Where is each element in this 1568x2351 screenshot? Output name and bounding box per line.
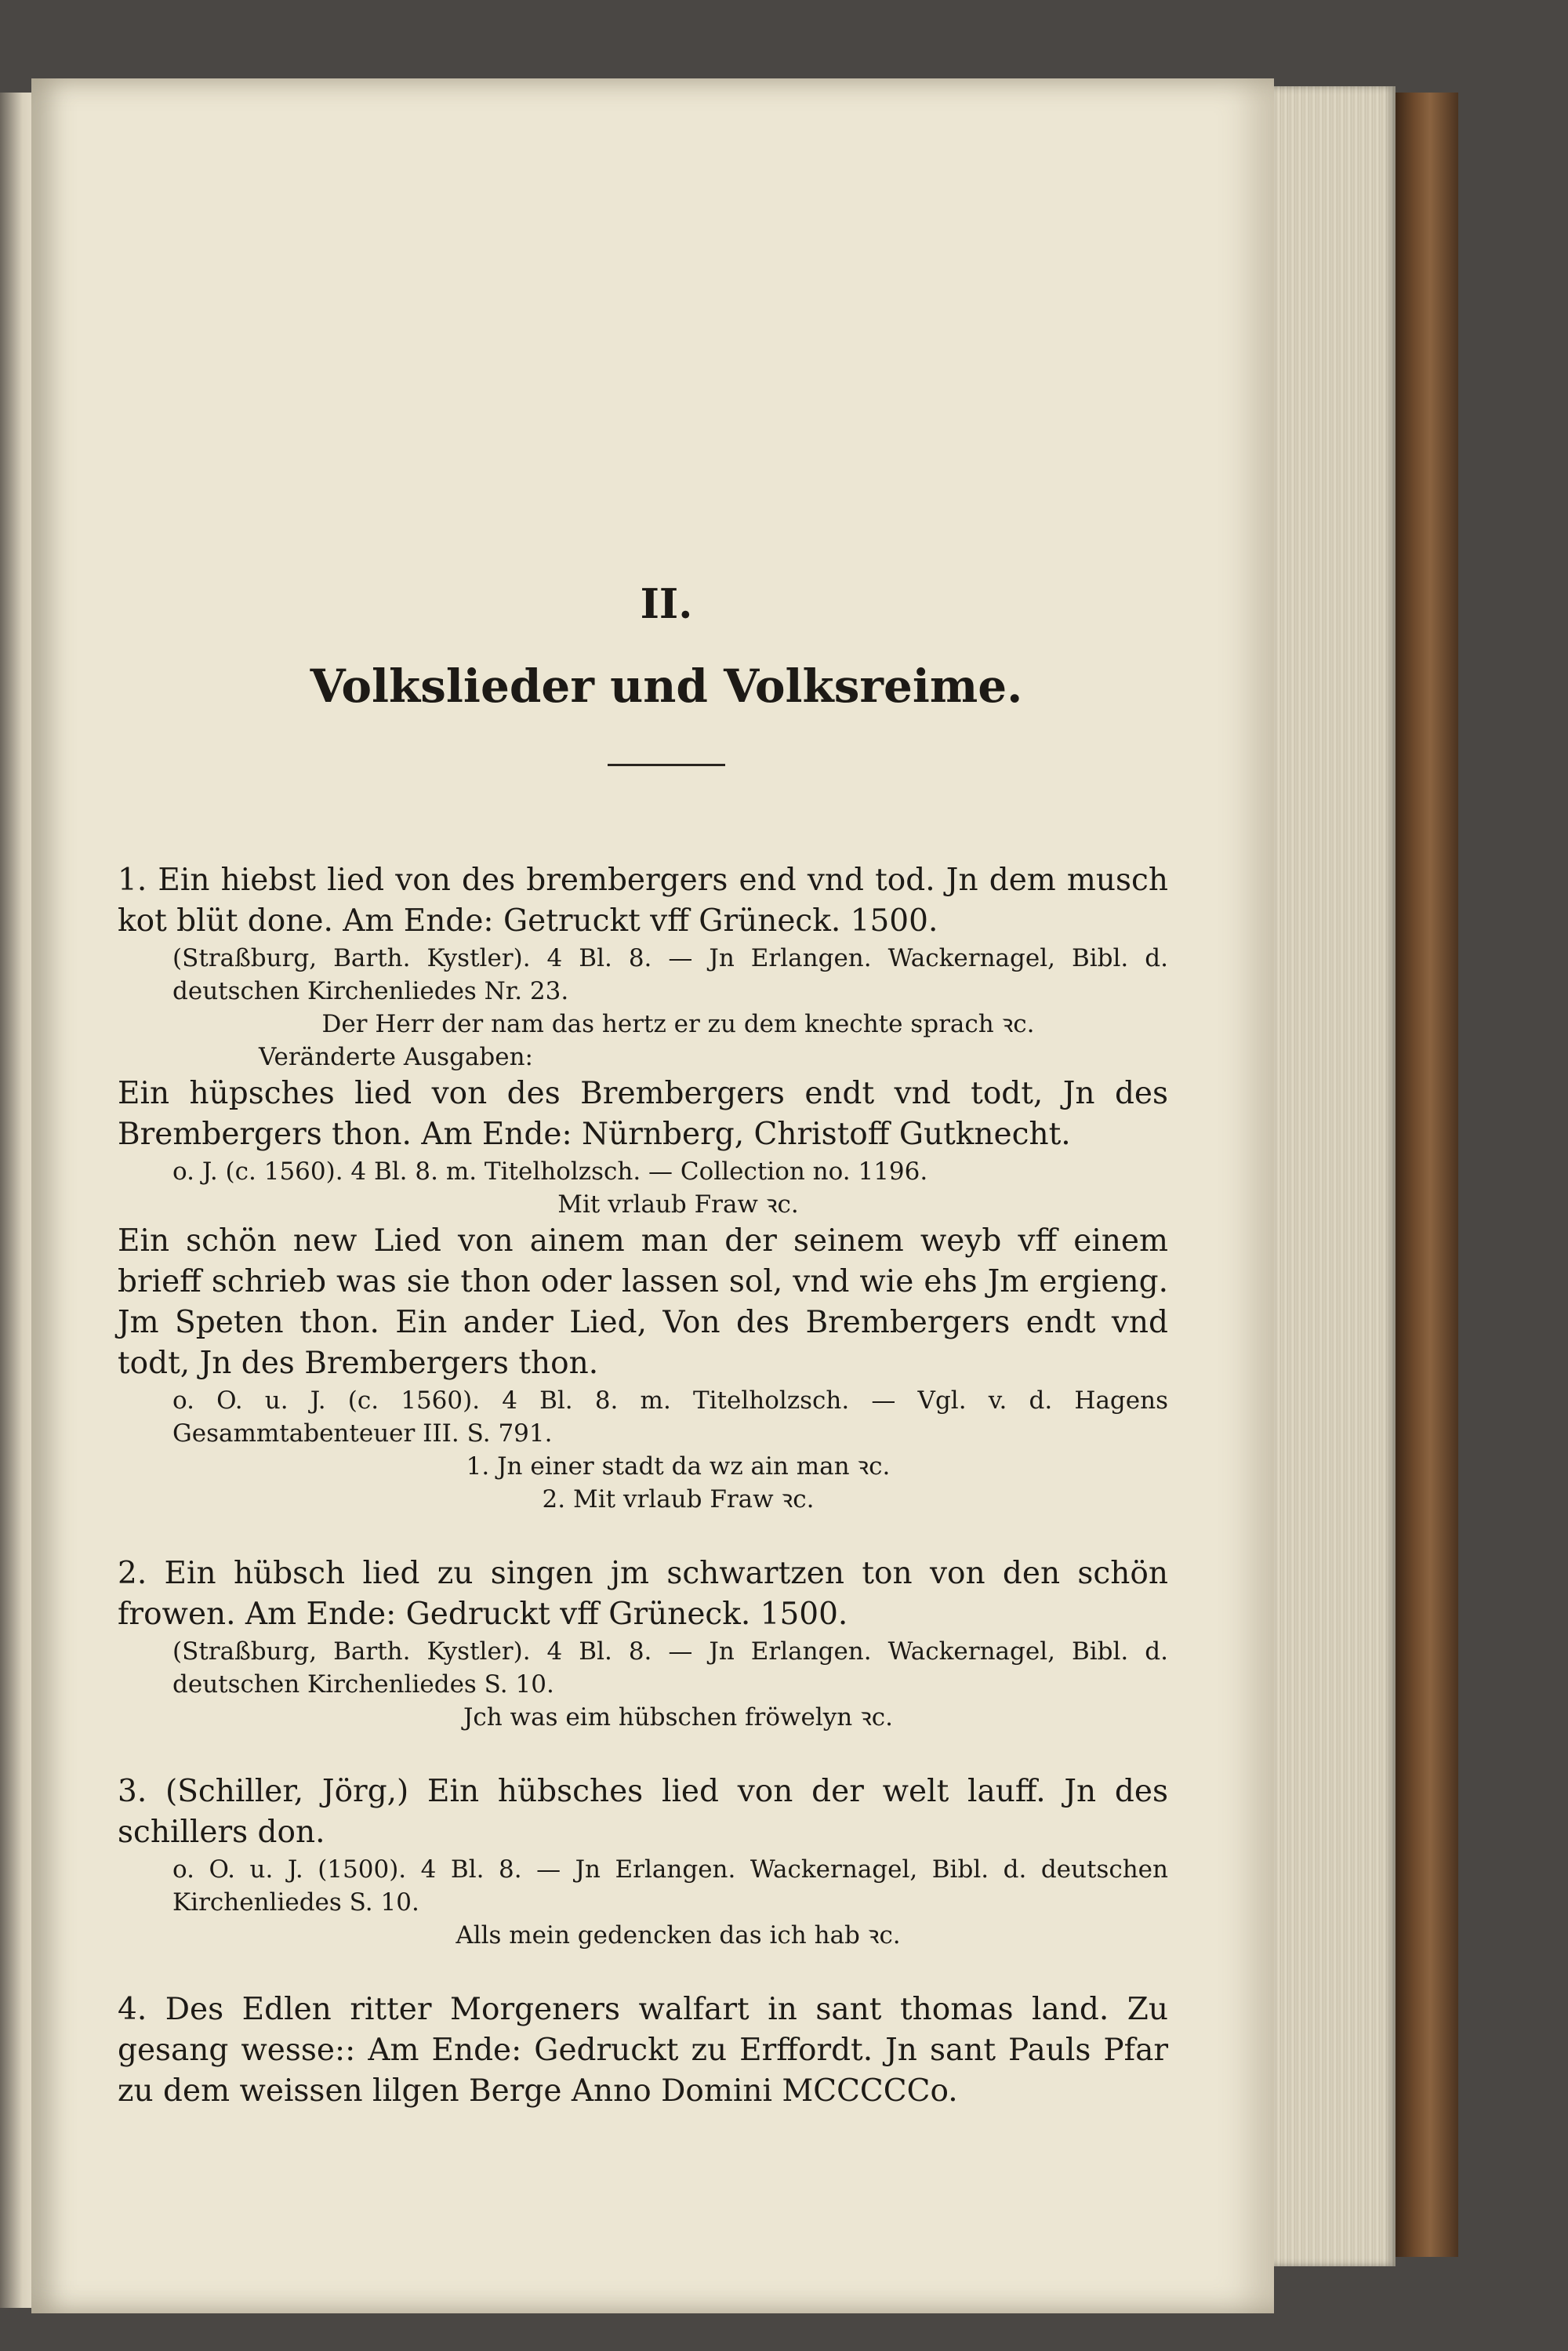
entry-incipit: 2. Mit vrlaub Fraw ꝛc. (542, 1485, 815, 1513)
entry-text: 2. Ein hübsch lied zu singen jm schwartzen ton von den schön frowen. Am Ende: Gedruckt vff Grüneck. 1500. (118, 1556, 1168, 1632)
entry-citation: (Straßburg, Barth. Kystler). 4 Bl. 8. — Jn Erlangen. Wackernagel, Bibl. d. deutschen Kirchenliedes S. 10. (172, 1637, 1168, 1699)
entry-incipit: Jch was eim hübschen fröwelyn ꝛc. (463, 1703, 894, 1731)
entry-2 (118, 1553, 1168, 1734)
chapter-numeral: II. (640, 580, 693, 628)
variants-heading: Veränderte Ausgaben: (259, 1043, 534, 1071)
entry-citation: (Straßburg, Barth. Kystler). 4 Bl. 8. — Jn Erlangen. Wackernagel, Bibl. d. deutschen Kirchenliedes Nr. 23. (172, 944, 1168, 1005)
entry-citation: o. O. u. J. (1500). 4 Bl. 8. — Jn Erlangen. Wackernagel, Bibl. d. deutschen Kirchenliedes S. 10. (172, 1855, 1168, 1917)
entry-3 (118, 1771, 1168, 1952)
page-content (118, 580, 1168, 2149)
entry-text: Ein schön new Lied von ainem man der seinem weyb vff einem brieff schrieb was sie thon oder lassen sol, vnd wie ehs Jm ergieng. Jm Speten thon. Ein ander Lied, Von des Brembergers endt vnd todt, Jn des Brembergers thon. (118, 1223, 1168, 1381)
entry-text: Ein hüpsches lied von des Brembergers endt vnd todt, Jn des Brembergers thon. Am Ende: Nürnberg, Christoff Gutknecht. (118, 1076, 1168, 1152)
entry-incipit: 1. Jn einer stadt da wz ain man ꝛc. (466, 1452, 891, 1481)
entry-incipit: Alls mein gedencken das ich hab ꝛc. (456, 1921, 901, 1949)
entry-citation: o. O. u. J. (c. 1560). 4 Bl. 8. m. Titelholzsch. — Vgl. v. d. Hagens Gesammtabenteuer III. S. 791. (172, 1386, 1168, 1448)
entry-incipit: Der Herr der nam das hertz er zu dem knechte sprach ꝛc. (321, 1010, 1035, 1038)
entry-citation: o. J. (c. 1560). 4 Bl. 8. m. Titelholzsch. — Collection no. 1196. (172, 1157, 928, 1186)
entry-incipit: Mit vrlaub Fraw ꝛc. (557, 1190, 799, 1219)
entry-4 (118, 1989, 1168, 2112)
entry-text: 4. Des Edlen ritter Morgeners walfart in sant thomas land. Zu gesang wesse:: Am Ende: Gedruckt zu Erffordt. Jn sant Pauls Pfar zu dem weissen lilgen Berge Anno Domini MCCCCCo. (118, 1992, 1168, 2109)
entry-text: 3. (Schiller, Jörg,) Ein hübsches lied von der welt lauff. Jn des schillers don. (118, 1774, 1168, 1850)
entry-1 (118, 860, 1168, 1516)
entry-text: 1. Ein hiebst lied von des brembergers end vnd tod. Jn dem musch kot blüt done. Am Ende: Getruckt vff Grüneck. 1500. (118, 863, 1168, 939)
chapter-title: Volkslieder und Volksreime. (310, 660, 1023, 713)
book-cover (1396, 93, 1458, 2257)
divider-rule (608, 764, 725, 766)
page-edges (1274, 86, 1396, 2266)
